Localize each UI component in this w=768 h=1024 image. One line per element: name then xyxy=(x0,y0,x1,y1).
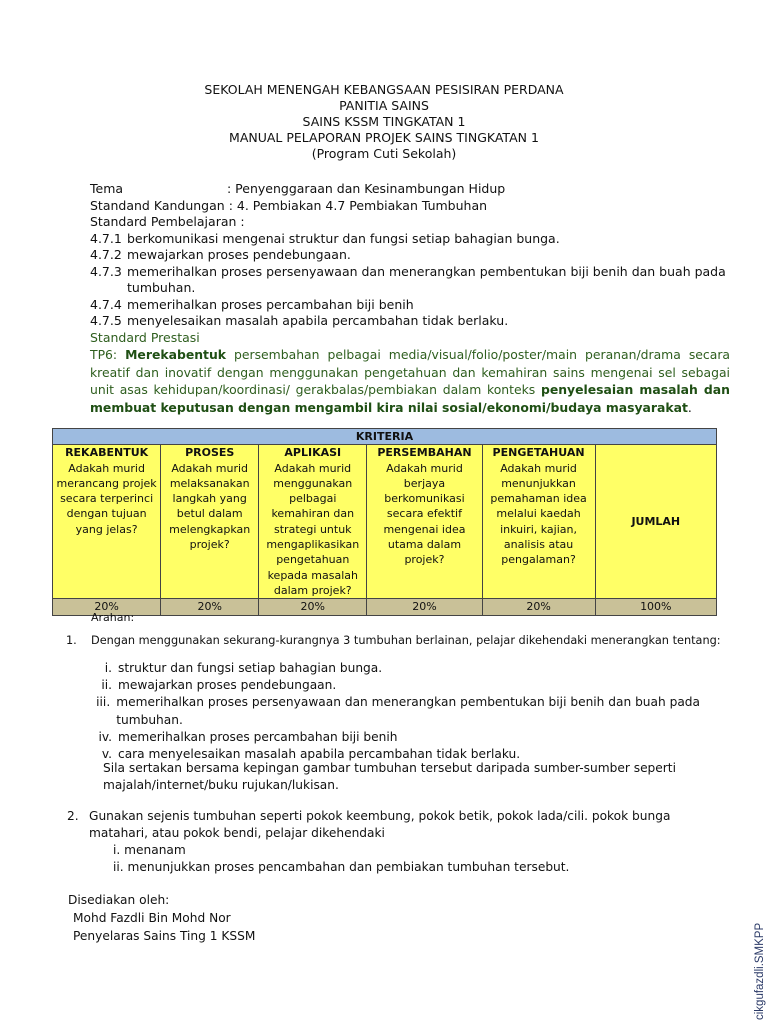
roman-numeral: i. xyxy=(104,661,112,675)
tp6-body: persembahan pelbagai media/visual/folio/poster/main peranan/drama secara kreatif dan inovatif dengan menggunakan pengetahuan dan kemahiran sains mengenai sel sebagai unit asas kehidupan/koordinasi/ gerakbalas/pembiakan dalam konteks xyxy=(90,347,731,397)
standard-item xyxy=(90,264,730,297)
tema-value: : Penyenggaraan dan Kesinambungan Hidup xyxy=(227,181,506,196)
roman-numeral: iii. xyxy=(96,695,111,710)
standard-number: 4.7.3 xyxy=(90,263,122,279)
roman-text: memerihalkan proses persenyawaan dan menerangkan pembentukan biji benih dan buah pada tumbuhan. xyxy=(116,695,701,727)
standard-number: 4.7.4 xyxy=(90,296,122,312)
sk-value: : 4. Pembiakan 4.7 Pembiakan Tumbuhan xyxy=(228,197,488,213)
criteria-heading: REKABENTUK xyxy=(65,446,149,460)
tp6-end: . xyxy=(687,399,692,415)
standard-text: menyelesaikan masalah apabila percambahan tidak berlaku. xyxy=(127,313,509,328)
roman-numeral: v. xyxy=(101,747,112,762)
standard-item xyxy=(90,247,730,264)
standard-item xyxy=(90,231,730,248)
roman-item xyxy=(77,660,737,677)
standard-pembelajaran-label: Standard Pembelajaran : xyxy=(90,214,245,229)
tp6-emphasis: penyelesaian masalah dan membuat keputusan dengan mengambil kira nilai sosial/ekonomi/budaya masyarakat xyxy=(90,382,730,415)
criteria-title-row xyxy=(53,429,717,445)
instruction-2-text: Gunakan sejenis tumbuhan seperti pokok keembung, pokok betik, pokok lada/cili. pokok bunga matahari, atau pokok bendi, pelajar dikehendaki xyxy=(89,809,671,840)
standard-text: memerihalkan proses percambahan biji benih xyxy=(127,296,414,312)
instruction-2 xyxy=(67,808,727,876)
roman-numeral: iv. xyxy=(98,729,112,744)
criteria-question: Adakah murid merancang projek secara terperinci dengan tujuan yang jelas? xyxy=(56,461,157,536)
program-name: (Program Cuti Sekolah) xyxy=(311,146,457,161)
roman-list xyxy=(77,660,737,763)
criteria-question: Adakah murid menggunakan pelbagai kemahiran dan strategi untuk mengaplikasikan pengetahuan kepada masalah dalam projek? xyxy=(266,461,360,597)
prepared-by-label: Disediakan oleh: xyxy=(68,893,170,907)
criteria-percent: 20% xyxy=(53,599,161,615)
standard-text: berkomunikasi mengenai struktur dan fungsi setiap bahagian bunga. xyxy=(127,230,560,246)
criteria-table xyxy=(52,428,717,616)
roman-item xyxy=(77,677,737,694)
committee-name: PANITIA SAINS xyxy=(339,98,429,113)
roman-text: mewajarkan proses pendebungaan. xyxy=(118,678,337,693)
roman-item xyxy=(77,729,737,746)
roman-text: memerihalkan proses percambahan biji benih xyxy=(118,729,398,744)
criteria-content-row xyxy=(53,445,717,599)
criteria-percent: 20% xyxy=(367,599,482,615)
criteria-heading: PENGETAHUAN xyxy=(492,446,585,460)
roman-text: struktur dan fungsi setiap bahagian bunga. xyxy=(118,661,383,675)
tema-row xyxy=(90,181,730,198)
criteria-cell xyxy=(259,445,367,599)
tema-label: Tema xyxy=(90,181,124,196)
standard-number: 4.7.2 xyxy=(90,247,122,262)
roman-text: cara menyelesaikan masalah apabila percambahan tidak berlaku. xyxy=(118,747,521,762)
standard-kandungan-row xyxy=(90,198,730,215)
criteria-heading: APLIKASI xyxy=(284,446,342,460)
preparer-name: Mohd Fazdli Bin Mohd Nor xyxy=(73,911,231,925)
standard-item xyxy=(90,297,730,314)
criteria-cell xyxy=(482,445,595,599)
tp6-prefix: TP6: xyxy=(90,347,126,362)
preparer-role: Penyelaras Sains Ting 1 KSSM xyxy=(73,929,256,943)
instruction-2-sub-i: i. menanam xyxy=(113,843,186,857)
side-watermark xyxy=(746,912,768,1022)
instruction-1 xyxy=(66,634,736,647)
signature-block xyxy=(68,891,255,945)
tp6-paragraph xyxy=(90,346,730,416)
criteria-heading: PROSES xyxy=(185,446,235,460)
standard-prestasi-label: Standard Prestasi xyxy=(90,329,200,345)
tp6-keyword: Merekabentuk xyxy=(125,347,227,362)
standard-number: 4.7.5 xyxy=(90,313,122,328)
criteria-question: Adakah murid melaksanakan langkah yang betul dalam melengkapkan projek? xyxy=(169,461,251,552)
criteria-heading: PERSEMBAHAN xyxy=(377,446,472,460)
standard-number: 4.7.1 xyxy=(90,230,122,246)
criteria-percent: 20% xyxy=(482,599,595,615)
jumlah-percent: 100% xyxy=(595,599,716,615)
criteria-percent-row xyxy=(53,599,717,615)
instruction-2-line xyxy=(67,808,727,842)
jumlah-header: JUMLAH xyxy=(595,445,716,599)
standard-text: mewajarkan proses pendebungaan. xyxy=(127,247,351,262)
criteria-cell xyxy=(161,445,259,599)
instruction-1-number: 1. xyxy=(66,634,77,647)
standard-text: memerihalkan proses persenyawaan dan menerangkan pembentukan biji benih dan buah pada tumbuhan. xyxy=(127,263,726,295)
criteria-cell xyxy=(367,445,482,599)
criteria-cell xyxy=(53,445,161,599)
arahan-label: Arahan: xyxy=(91,611,135,624)
curriculum-fields xyxy=(90,181,730,416)
school-name: SEKOLAH MENENGAH KEBANGSAAN PESISIRAN PERDANA xyxy=(204,82,564,97)
instruction-2-number: 2. xyxy=(67,809,79,823)
criteria-percent: 20% xyxy=(259,599,367,615)
document-title: MANUAL PELAPORAN PROJEK SAINS TINGKATAN 1 xyxy=(229,130,539,145)
instruction-2-sub-ii: ii. menunjukkan proses pencambahan dan pembiakan tumbuhan tersebut. xyxy=(113,860,570,874)
standard-list xyxy=(90,231,730,330)
roman-numeral: ii. xyxy=(101,678,112,693)
watermark-text: cikgufazdli.SMKPP xyxy=(754,922,766,1020)
criteria-title: KRITERIA xyxy=(53,429,717,445)
roman-item xyxy=(77,694,737,728)
document-header xyxy=(0,82,768,162)
criteria-percent: 20% xyxy=(161,599,259,615)
instruction-1-text: Dengan menggunakan sekurang-kurangnya 3 tumbuhan berlainan, pelajar dikehendaki menerangkan tentang: xyxy=(91,634,721,647)
standard-item xyxy=(90,313,730,330)
sk-label: Standand Kandungan xyxy=(90,197,225,213)
attachment-note: Sila sertakan bersama kepingan gambar tumbuhan tersebut daripada sumber-sumber seperti majalah/internet/buku rujukan/lukisan. xyxy=(103,761,676,792)
subject-name: SAINS KSSM TINGKATAN 1 xyxy=(302,114,466,129)
criteria-question: Adakah murid berjaya berkomunikasi secara efektif mengenai idea utama dalam projek? xyxy=(383,461,466,567)
criteria-question: Adakah murid menunjukkan pemahaman idea melalui kaedah inkuiri, kajian, analisis atau pengalaman? xyxy=(490,461,587,567)
